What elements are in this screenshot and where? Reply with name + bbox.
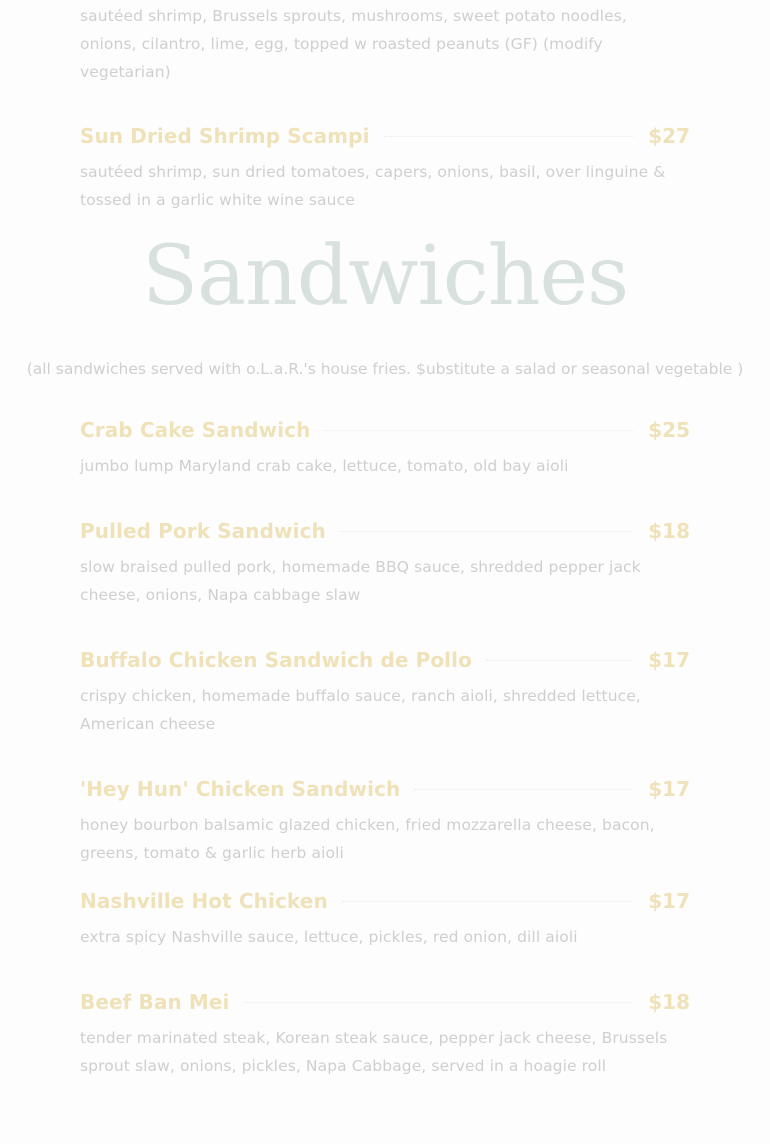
dotted-leader bbox=[342, 901, 634, 902]
menu-item-name: Pulled Pork Sandwich bbox=[80, 519, 326, 543]
menu-item-description: jumbo lump Maryland crab cake, lettuce, tomato, old bay aioli bbox=[80, 457, 569, 475]
menu-item-price: $25 bbox=[648, 418, 690, 442]
menu-item-price: $17 bbox=[648, 777, 690, 801]
menu-item bbox=[80, 887, 690, 951]
menu-item-description: sautéed shrimp, sun dried tomatoes, capers, onions, basil, over linguine & tossed in a garlic white wine sauce bbox=[80, 163, 666, 209]
menu-item bbox=[80, 517, 690, 609]
menu-item-header bbox=[80, 775, 690, 803]
dotted-leader bbox=[324, 430, 634, 431]
item-description: sautéed shrimp, Brussels sprouts, mushrooms, sweet potato noodles, onions, cilantro, lime, egg, topped w roasted peanuts (GF) (modify vegetarian) bbox=[80, 7, 627, 81]
section-title: Sandwiches bbox=[141, 229, 629, 324]
menu-item-description: crispy chicken, homemade buffalo sauce, ranch aioli, shredded lettuce, American cheese bbox=[80, 687, 641, 733]
menu-item-name: 'Hey Hun' Chicken Sandwich bbox=[80, 777, 401, 801]
menu-item-description: honey bourbon balsamic glazed chicken, fried mozzarella cheese, bacon, greens, tomato & garlic herb aioli bbox=[80, 816, 655, 862]
menu-item bbox=[80, 646, 690, 738]
menu-item-header bbox=[80, 122, 690, 150]
section-note: (all sandwiches served with o.L.a.R.'s house fries. $ubstitute a salad or seasonal vegetable ) bbox=[26, 360, 744, 378]
menu-item bbox=[80, 988, 690, 1080]
menu-item-name: Crab Cake Sandwich bbox=[80, 418, 311, 442]
menu-item-description: tender marinated steak, Korean steak sauce, pepper jack cheese, Brussels sprout slaw, onions, pickles, Napa Cabbage, served in a hoagie roll bbox=[80, 1029, 668, 1075]
menu-item-name: Nashville Hot Chicken bbox=[80, 889, 328, 913]
menu-item-header bbox=[80, 887, 690, 915]
menu-item-price: $18 bbox=[648, 519, 690, 543]
menu-item-name: Beef Ban Mei bbox=[80, 990, 230, 1014]
menu-item bbox=[80, 122, 690, 214]
menu-item bbox=[80, 416, 690, 480]
menu-item-price: $17 bbox=[648, 889, 690, 913]
dotted-leader bbox=[486, 660, 634, 661]
dotted-leader bbox=[384, 136, 635, 137]
menu-item-header bbox=[80, 416, 690, 444]
menu-item bbox=[80, 775, 690, 867]
menu-item-price: $27 bbox=[648, 124, 690, 148]
menu-item-description: slow braised pulled pork, homemade BBQ sauce, shredded pepper jack cheese, onions, Napa cabbage slaw bbox=[80, 558, 641, 604]
menu-item-name: Sun Dried Shrimp Scampi bbox=[80, 124, 370, 148]
dotted-leader bbox=[414, 789, 634, 790]
dotted-leader bbox=[244, 1002, 635, 1003]
dotted-leader bbox=[340, 531, 634, 532]
menu-item-price: $17 bbox=[648, 648, 690, 672]
menu-item-header bbox=[80, 988, 690, 1016]
menu-item-header bbox=[80, 646, 690, 674]
menu-item-name: Buffalo Chicken Sandwich de Pollo bbox=[80, 648, 472, 672]
menu-item-description: extra spicy Nashville sauce, lettuce, pickles, red onion, dill aioli bbox=[80, 928, 578, 946]
menu-item-price: $18 bbox=[648, 990, 690, 1014]
menu-item-header bbox=[80, 517, 690, 545]
